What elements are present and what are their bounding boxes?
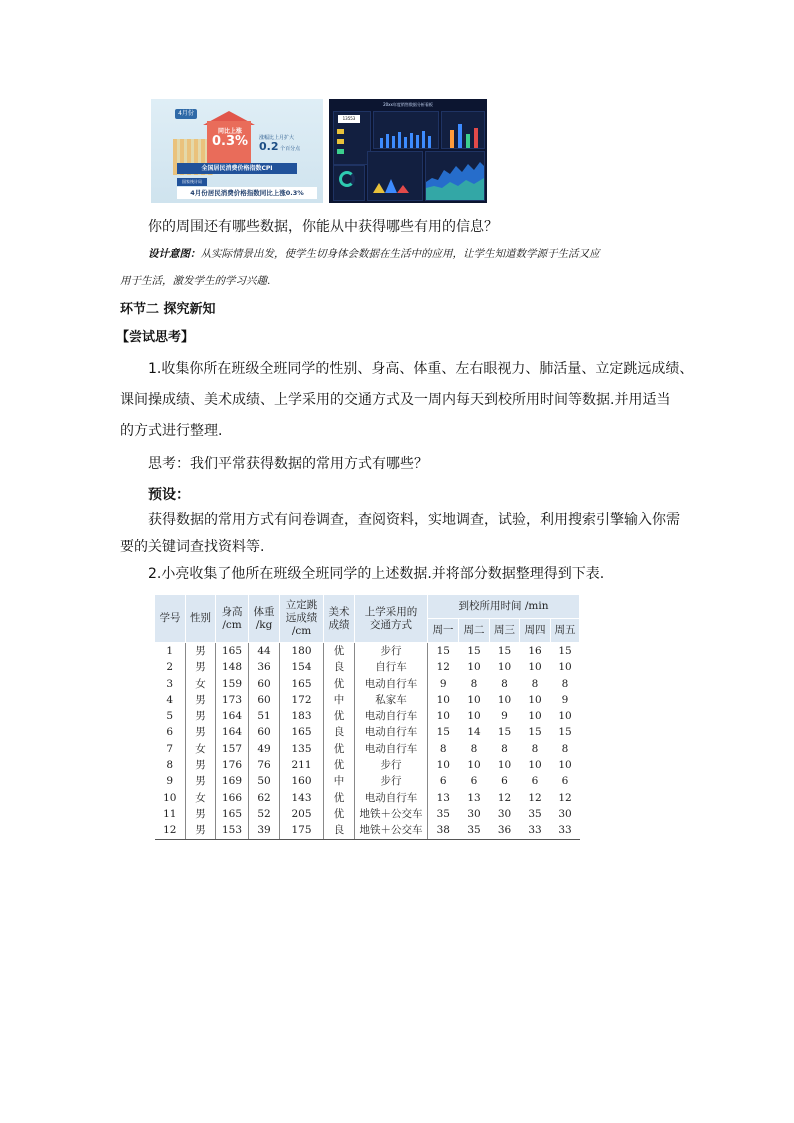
table-cell: 8 — [531, 677, 539, 690]
bar — [458, 124, 462, 148]
table-cell: 2 — [155, 659, 186, 675]
table-cell: 3 — [155, 676, 186, 692]
table-cell: 165 — [280, 676, 324, 692]
think-text: 思考：我们平常获得数据的常用方式有哪些？ — [148, 456, 428, 472]
table-cell: 1 — [155, 643, 186, 660]
design-label: 设计意图： — [148, 248, 201, 260]
preset-line2: 要的关键词查找资料等. — [120, 539, 265, 555]
table-body — [155, 643, 580, 840]
table-cell: 6 — [470, 775, 478, 788]
table-cell: 15 — [436, 726, 450, 739]
table-cell: 10 — [436, 693, 450, 706]
bar — [422, 131, 425, 148]
dashboard-kpi: 13553 — [338, 115, 360, 123]
table-cell: 8 — [561, 677, 569, 690]
table-cell: 10 — [155, 790, 186, 806]
table-cell: 10 — [497, 759, 512, 772]
table-cell: 良 — [324, 724, 355, 740]
header-day-wed: 周三 — [490, 619, 520, 643]
table-row — [155, 659, 580, 675]
legend-chip — [337, 149, 344, 154]
design-intent-line2: 用于生活，激发学生的学习兴趣. — [120, 275, 271, 287]
table-cell: 优 — [324, 708, 355, 724]
bar — [410, 133, 413, 148]
table-cell: 私家车 — [355, 692, 428, 708]
item2-text: 2.小亮收集了他所在班级全班同学的上述数据.并将部分数据整理得到下表. — [148, 566, 605, 582]
table-cell: 153 — [216, 822, 249, 839]
table-cell: 电动自行车 — [355, 724, 428, 740]
table-cell: 15 — [436, 645, 450, 657]
table-cell: 男 — [186, 692, 216, 708]
table-cell: 女 — [186, 676, 216, 692]
table-row — [155, 708, 580, 724]
table-cell: 优 — [324, 757, 355, 773]
question-text: 你的周围还有哪些数据，你能从中获得哪些有用的信息？ — [148, 219, 498, 235]
preset-label: 预设： — [148, 487, 190, 503]
area-chart-shape — [426, 152, 484, 200]
table-cell: 6 — [155, 724, 186, 740]
table-cell: 10 — [497, 661, 512, 674]
table-cell: 8 — [155, 757, 186, 773]
table-cell: 9 — [501, 710, 508, 723]
table-cell: 49 — [249, 741, 280, 757]
table-cell: 157 — [216, 741, 249, 757]
table-cell: 男 — [186, 773, 216, 789]
table-cell: 11 — [155, 806, 186, 822]
table-cell: 8 — [470, 677, 478, 690]
table-cell: 10 — [558, 759, 572, 772]
table-cell: 15 — [558, 645, 572, 657]
table-row — [155, 822, 580, 839]
table-cell: 10 — [467, 661, 481, 674]
bar — [386, 134, 389, 148]
bar — [404, 137, 407, 148]
table-cell: 135 — [280, 741, 324, 757]
table-cell: 女 — [186, 790, 216, 806]
table-cell: 148 — [216, 659, 249, 675]
table-cell: 35 — [459, 822, 490, 839]
table-cell: 9 — [439, 677, 447, 690]
table-cell: 步行 — [355, 643, 428, 660]
table-cell: 男 — [186, 724, 216, 740]
table-cell: 172 — [280, 692, 324, 708]
table-cell: 60 — [249, 724, 280, 740]
table-cell: 优 — [324, 741, 355, 757]
table-cell: 14 — [467, 726, 481, 739]
table-cell: 30 — [497, 807, 512, 820]
table-cell: 15 — [558, 726, 572, 739]
table-cell: 电动自行车 — [355, 790, 428, 806]
table-cell: 62 — [249, 790, 280, 806]
table-cell: 步行 — [355, 773, 428, 789]
table-cell: 39 — [249, 822, 280, 839]
table-cell: 优 — [324, 790, 355, 806]
table-cell: 中 — [324, 692, 355, 708]
header-day-tue: 周二 — [459, 619, 490, 643]
table-cell: 8 — [561, 742, 569, 755]
dashboard-triangle-panel — [367, 151, 423, 201]
table-row — [155, 692, 580, 708]
item1-line2: 课间操成绩、美术成绩、上学采用的交通方式及一周内每天到校所用时间等数据.并用适当 — [120, 392, 671, 408]
table-cell: 男 — [186, 643, 216, 660]
legend-chip — [337, 139, 344, 144]
table-cell: 9 — [561, 693, 569, 706]
table-cell: 160 — [280, 773, 324, 789]
table-cell: 优 — [324, 806, 355, 822]
triangle-mark — [373, 183, 385, 193]
table-cell: 男 — [186, 708, 216, 724]
table-cell: 男 — [186, 757, 216, 773]
table-cell: 10 — [528, 710, 542, 723]
table-cell: 电动自行车 — [355, 741, 428, 757]
table-cell: 15 — [467, 645, 481, 657]
dashboard-bar-panel — [373, 111, 439, 149]
table-cell: 169 — [216, 773, 249, 789]
table-cell: 33 — [520, 822, 551, 839]
table-cell: 10 — [528, 759, 542, 772]
table-cell: 地铁＋公交车 — [355, 806, 428, 822]
table-cell: 33 — [551, 822, 580, 839]
bar — [466, 134, 470, 148]
cpi-caption: 4月份居民消费价格指数同比上涨0.3% — [177, 187, 317, 199]
table-cell: 10 — [436, 710, 450, 723]
triangle-mark — [385, 179, 397, 193]
table-cell: 女 — [186, 741, 216, 757]
table-cell: 164 — [216, 724, 249, 740]
table-row — [155, 790, 580, 806]
table-cell: 10 — [558, 661, 572, 674]
table-cell: 10 — [528, 661, 542, 674]
bar — [450, 130, 454, 148]
table-cell: 165 — [216, 643, 249, 660]
cpi-infographic-image — [151, 99, 323, 203]
table-cell: 8 — [439, 742, 447, 755]
table-row — [155, 724, 580, 740]
table-cell: 16 — [528, 645, 542, 657]
table-cell: 12 — [436, 661, 450, 674]
table-cell: 164 — [216, 708, 249, 724]
triangle-mark — [397, 185, 409, 193]
dashboard-title: 20xx年度销售数据分析看板 — [383, 102, 433, 107]
bar — [398, 132, 401, 148]
item1-line1: 1.收集你所在班级全班同学的性别、身高、体重、左右眼视力、肺活量、立定跳远成绩、 — [148, 361, 694, 377]
table-cell: 男 — [186, 659, 216, 675]
table-cell: 中 — [324, 773, 355, 789]
subsection-title: 【尝试思考】 — [116, 330, 195, 345]
table-cell: 步行 — [355, 757, 428, 773]
table-cell: 154 — [280, 659, 324, 675]
table-cell: 8 — [531, 742, 539, 755]
table-cell: 4 — [155, 692, 186, 708]
table-cell: 10 — [558, 710, 572, 723]
table-cell: 10 — [467, 693, 481, 706]
cpi-band: 全国居民消费价格指数CPI — [177, 163, 297, 174]
table-cell: 35 — [528, 807, 542, 820]
table-cell: 良 — [324, 659, 355, 675]
table-cell: 8 — [501, 677, 508, 690]
header-weight: 体重 /kg — [249, 595, 280, 643]
ring-chart — [339, 171, 355, 187]
table-cell: 50 — [249, 773, 280, 789]
table-cell: 175 — [280, 822, 324, 839]
table-cell: 35 — [436, 807, 450, 820]
source-tag: 国家统计局 — [177, 178, 207, 186]
header-art: 美术 成绩 — [324, 595, 355, 643]
header-day-fri: 周五 — [551, 619, 580, 643]
table-cell: 52 — [249, 806, 280, 822]
table-cell: 良 — [324, 822, 355, 839]
table-cell: 60 — [249, 676, 280, 692]
table-row — [155, 806, 580, 822]
header-day-thu: 周四 — [520, 619, 551, 643]
table-row — [155, 643, 580, 660]
table-cell: 6 — [439, 775, 447, 788]
table-cell: 176 — [216, 757, 249, 773]
table-cell: 15 — [497, 726, 512, 739]
table-cell: 183 — [280, 708, 324, 724]
table-cell: 13 — [436, 791, 450, 804]
table-cell: 10 — [467, 710, 481, 723]
table-cell: 166 — [216, 790, 249, 806]
student-data-table — [154, 594, 580, 840]
table-cell: 44 — [249, 643, 280, 660]
table-cell: 165 — [216, 806, 249, 822]
table-cell: 159 — [216, 676, 249, 692]
item1-line3: 的方式进行整理. — [120, 423, 223, 439]
legend-chip — [337, 129, 344, 134]
table-row — [155, 741, 580, 757]
side-note: 涨幅比上月扩大 0.2 个百分点 — [259, 135, 301, 153]
table-cell: 电动自行车 — [355, 708, 428, 724]
table-cell: 180 — [280, 643, 324, 660]
table-cell: 电动自行车 — [355, 676, 428, 692]
table-row — [155, 757, 580, 773]
table-cell: 143 — [280, 790, 324, 806]
table-cell: 76 — [249, 757, 280, 773]
house-label: 同比上涨 0.3% — [211, 128, 249, 149]
table-cell: 205 — [280, 806, 324, 822]
preset-line1: 获得数据的常用方式有问卷调查，查阅资料，实地调查，试验，利用搜索引擎输入你需 — [148, 512, 680, 528]
table-cell: 6 — [501, 775, 508, 788]
table-cell: 10 — [467, 759, 481, 772]
bar — [428, 136, 431, 148]
header-gender: 性别 — [186, 595, 216, 643]
bar — [474, 128, 478, 148]
bar — [380, 138, 383, 148]
table-cell: 男 — [186, 822, 216, 839]
table-cell: 15 — [497, 645, 512, 657]
table-cell: 男 — [186, 806, 216, 822]
table-cell: 38 — [428, 822, 459, 839]
table-cell: 5 — [155, 708, 186, 724]
sales-dashboard-image — [329, 99, 487, 203]
table-cell: 15 — [528, 726, 542, 739]
table-cell: 60 — [249, 692, 280, 708]
table-cell: 9 — [155, 773, 186, 789]
table-cell: 165 — [280, 724, 324, 740]
table-cell: 30 — [558, 807, 572, 820]
table-row — [155, 676, 580, 692]
table-cell: 7 — [155, 741, 186, 757]
dashboard-area-panel — [425, 151, 485, 201]
table-cell: 211 — [280, 757, 324, 773]
table-cell: 8 — [501, 742, 508, 755]
table-cell: 36 — [490, 822, 520, 839]
table-cell: 12 — [558, 791, 572, 804]
table-cell: 10 — [497, 693, 512, 706]
dashboard-color-panel — [441, 111, 485, 149]
table-cell: 13 — [467, 791, 481, 804]
table-cell: 6 — [561, 775, 569, 788]
table-cell: 173 — [216, 692, 249, 708]
table-cell: 30 — [467, 807, 481, 820]
table-cell: 优 — [324, 643, 355, 660]
header-height: 身高 /cm — [216, 595, 249, 643]
table-cell: 10 — [436, 759, 450, 772]
section-title: 环节二 探究新知 — [120, 302, 216, 317]
table-cell: 36 — [249, 659, 280, 675]
table-cell: 12 — [497, 791, 512, 804]
header-day-mon: 周一 — [428, 619, 459, 643]
table-cell: 12 — [528, 791, 542, 804]
header-id: 学号 — [155, 595, 186, 643]
bar — [392, 136, 395, 148]
bar — [416, 135, 419, 148]
table-cell: 10 — [528, 693, 542, 706]
design-intent-line1: 设计意图：从实际情景出发，使学生切身体会数据在生活中的应用，让学生知道数学源于生活又应 — [148, 248, 600, 260]
table-cell: 地铁＋公交车 — [355, 822, 428, 839]
table-cell: 自行车 — [355, 659, 428, 675]
table-cell: 8 — [470, 742, 478, 755]
month-tag: 4月份 — [175, 109, 197, 119]
table-cell: 51 — [249, 708, 280, 724]
table-cell: 优 — [324, 676, 355, 692]
table-row — [155, 773, 580, 789]
table-cell: 12 — [155, 822, 186, 839]
table-cell: 6 — [531, 775, 539, 788]
header-time-group: 到校所用时间 /min — [428, 595, 580, 619]
header-transport: 上学采用的 交通方式 — [355, 595, 428, 643]
header-jump: 立定跳 远成绩 /cm — [280, 595, 324, 643]
